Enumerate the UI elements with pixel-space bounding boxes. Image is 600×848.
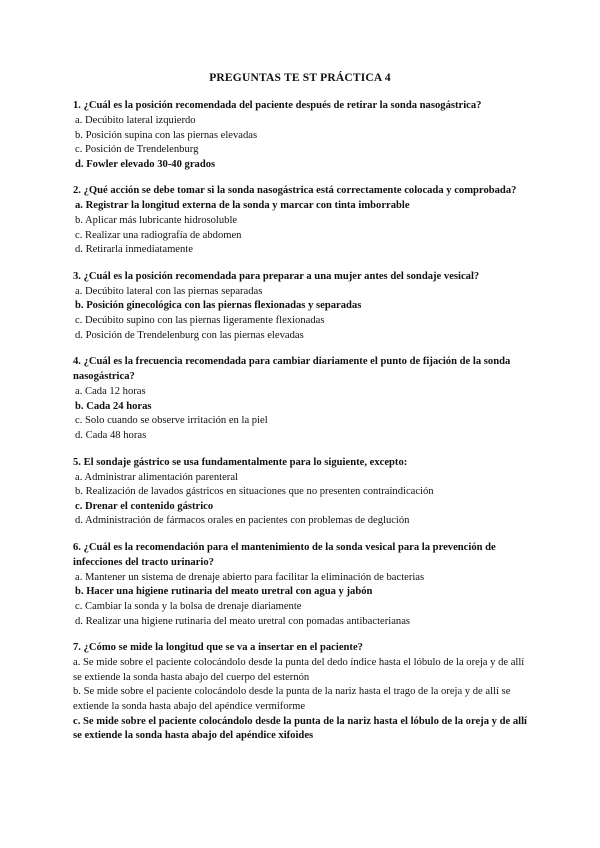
option-a: a. Mantener un sistema de drenaje abierto para facilitar la eliminación de bacterias [75, 571, 425, 583]
page-title: PREGUNTAS TE ST PRÁCTICA 4 [209, 72, 391, 84]
option-a-correct: a. Registrar la longitud externa de la sonda y marcar con tinta imborrable [75, 200, 410, 212]
question-text: 4. ¿Cuál es la frecuencia recomendada para cambiar diariamente el punto de fijación de la sonda nasogástrica? [73, 356, 511, 383]
option-a: a. Cada 12 horas [75, 386, 146, 398]
option-b: b. Realización de lavados gástricos en situaciones que no presenten contraindicación [75, 486, 434, 498]
question-text: 2. ¿Qué acción se debe tomar si la sonda nasogástrica está correctamente colocada y comprobada? [73, 185, 517, 197]
question-text: 6. ¿Cuál es la recomendación para el mantenimiento de la sonda vesical para la prevención de infecciones del tracto urinario? [73, 541, 496, 568]
option-d: d. Realizar una higiene rutinaria del meato uretral con pomadas antibacterianas [75, 615, 411, 627]
option-c: c. Solo cuando se observe irritación en la piel [75, 415, 268, 427]
option-c: c. Realizar una radiografía de abdomen [75, 229, 242, 241]
option-a: a. Decúbito lateral izquierdo [75, 115, 196, 126]
question-text: 1. ¿Cuál es la posición recomendada del paciente después de retirar la sonda nasogástrica? [73, 100, 482, 111]
option-b: b. Se mide sobre el paciente colocándolo desde la punta de la nariz hasta el trago de la oreja y de allí se extiende la sonda hasta abajo del apéndice vermiforme [73, 686, 511, 713]
option-d-correct: d. Fowler elevado 30-40 grados [75, 158, 216, 170]
option-a: a. Se mide sobre el paciente colocándolo desde la punta del dedo índice hasta el lóbulo de la oreja y de allí se extiende la sonda hasta abajo del cuerpo del esternón [73, 657, 525, 683]
option-c: c. Cambiar la sonda y la bolsa de drenaje diariamente [75, 601, 302, 613]
option-b-correct: b. Posición ginecológica con las piernas flexionadas y separadas [75, 300, 362, 312]
option-c-correct: c. Se mide sobre el paciente colocándolo desde la punta de la nariz hasta el lóbulo de la oreja y de allí se extiende la sonda hasta abajo del apéndice xifoides [73, 715, 527, 742]
option-b-correct: b. Hacer una higiene rutinaria del meato uretral con agua y jabón [75, 586, 373, 598]
question-6 [73, 540, 533, 629]
question-list [73, 98, 533, 755]
option-c: c. Decúbito supino con las piernas ligeramente flexionadas [75, 314, 325, 326]
question-3 [73, 269, 533, 343]
question-4 [73, 354, 533, 443]
question-text: 5. El sondaje gástrico se usa fundamentalmente para lo siguiente, excepto: [73, 456, 408, 468]
option-a: a. Decúbito lateral con las piernas separadas [75, 285, 263, 297]
question-2 [73, 183, 533, 257]
option-b: b. Aplicar más lubricante hidrosoluble [75, 214, 238, 226]
option-d: d. Cada 48 horas [75, 429, 147, 441]
option-a: a. Administrar alimentación parenteral [75, 471, 238, 483]
question-text: 3. ¿Cuál es la posición recomendada para preparar a una mujer antes del sondaje vesical? [73, 270, 480, 282]
question-5 [73, 455, 533, 529]
option-d: d. Posición de Trendelenburg con las piernas elevadas [75, 329, 304, 341]
option-b-correct: b. Cada 24 horas [75, 400, 152, 412]
option-c: c. Posición de Trendelenburg [75, 144, 199, 156]
option-b: b. Posición supina con las piernas elevadas [75, 129, 258, 141]
option-d: d. Administración de fármacos orales en pacientes con problemas de deglución [75, 515, 410, 527]
question-text: 7. ¿Cómo se mide la longitud que se va a insertar en el paciente? [73, 642, 363, 654]
option-c-correct: c. Drenar el contenido gástrico [75, 500, 214, 512]
question-7 [73, 640, 533, 744]
option-d: d. Retirarla inmediatamente [75, 244, 193, 256]
question-1 [73, 98, 533, 172]
